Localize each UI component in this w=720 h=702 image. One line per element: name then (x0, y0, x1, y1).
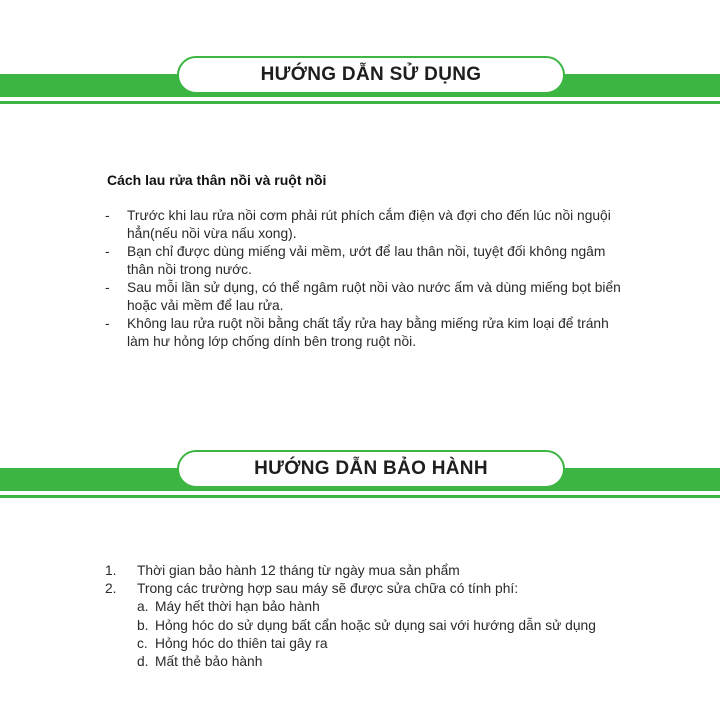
banner-band-thin (0, 495, 720, 498)
list-item: 1. Thời gian bảo hành 12 tháng từ ngày mua sản phẩm (105, 563, 460, 578)
sub-list-item: d. Mất thẻ bảo hành (137, 654, 263, 670)
usage-banner (0, 52, 720, 114)
paid-repair-cases (137, 598, 625, 671)
cleaning-heading: Cách lau rửa thân nồi và ruột nồi (107, 172, 327, 188)
sub-list-item: c. Hỏng hóc do thiên tai gây ra (137, 635, 328, 651)
list-item: - Trước khi lau rửa nồi cơm phải rút phích cắm điện và đợi cho đến lúc nồi nguội hẳn(nếu nồi vừa nấu xong). (105, 208, 611, 241)
warranty-list (105, 562, 625, 671)
list-item: - Sau mỗi lần sử dụng, có thể ngâm ruột nồi vào nước ấm và dùng miếng bọt biển hoặc vải mềm để lau rửa. (105, 280, 621, 313)
usage-list (105, 207, 625, 351)
warranty-title: HƯỚNG DẪN BẢO HÀNH (254, 458, 488, 479)
usage-title: HƯỚNG DẪN SỬ DỤNG (260, 64, 482, 85)
sub-list-item: b. Hỏng hóc do sử dụng bất cẩn hoặc sử dụng sai với hướng dẫn sử dụng (137, 617, 596, 633)
banner-band-thin (0, 101, 720, 104)
warranty-banner-tab (177, 450, 565, 488)
list-item: - Bạn chỉ được dùng miếng vải mềm, ướt để lau thân nồi, tuyệt đối không ngâm thân nồi trong nước. (105, 244, 606, 277)
usage-banner-tab (177, 56, 565, 94)
list-item: 2. Trong các trường hợp sau máy sẽ được sửa chữa có tính phí: a. Máy hết thời hạn bảo hành b. Hỏng hóc do sử dụng bất cẩn hoặc sử dụng sai với hướng dẫn sử dụng c. Hỏng hóc do thiên tai gây ra d. Mất thẻ bảo hành (105, 580, 625, 671)
warranty-banner (0, 446, 720, 508)
sub-list-item: a. Máy hết thời hạn bảo hành (137, 599, 320, 615)
list-item: - Không lau rửa ruột nồi bằng chất tẩy rửa hay bằng miếng rửa kim loại để tránh làm hư hỏng lớp chống dính bên trong ruột nồi. (105, 316, 609, 349)
